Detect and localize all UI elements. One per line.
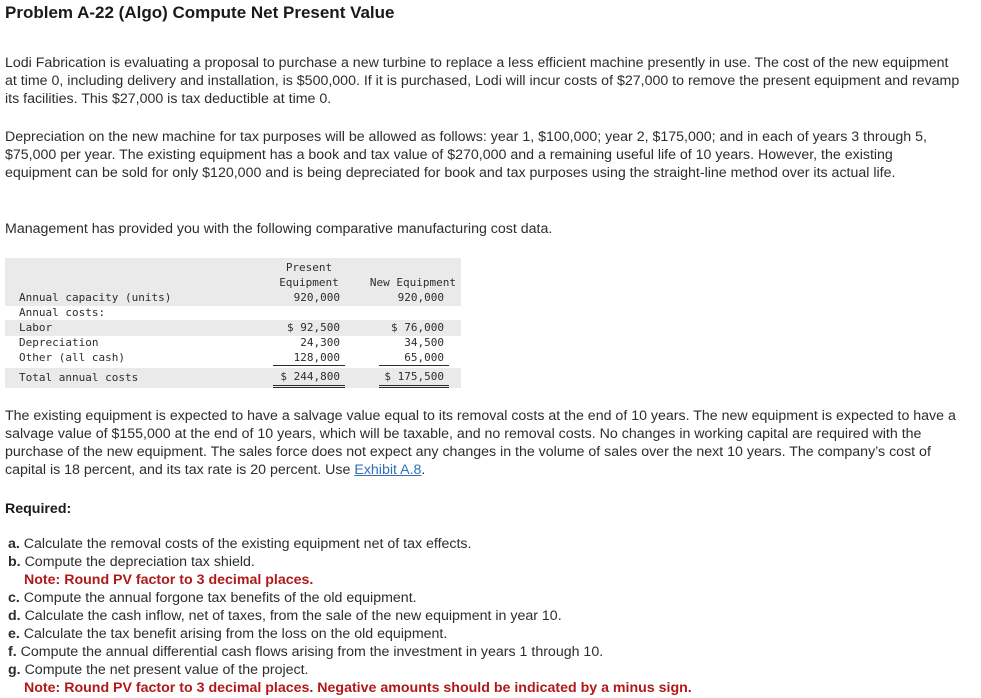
required-item xyxy=(8,553,968,571)
new-value-cell: 65,000 xyxy=(404,351,444,364)
new-value-cell: 34,500 xyxy=(404,336,444,349)
subtotal-rule xyxy=(379,365,449,366)
table-row-label: Depreciation xyxy=(19,336,99,349)
present-total-cell: $ 244,800 xyxy=(280,370,340,383)
total-rule xyxy=(273,387,345,388)
required-item xyxy=(8,625,968,643)
data-intro-paragraph: Management has provided you with the following comparative manufacturing cost data. xyxy=(5,221,553,237)
salvage-paragraph-end: . xyxy=(421,462,426,478)
present-value-cell: $ 92,500 xyxy=(287,321,340,334)
item-letter: a. xyxy=(8,536,20,552)
problem-title: Problem A-22 (Algo) Compute Net Present Value xyxy=(5,3,395,22)
cost-comparison-table xyxy=(5,258,461,390)
table-row-label: Total annual costs xyxy=(19,371,139,384)
present-value-cell: 128,000 xyxy=(293,351,340,364)
salvage-paragraph-text: The existing equipment is expected to have a salvage value equal to its removal costs at the end of 10 years. The new equipment is expected to have a salvage value of $155,000 at the end of 10 years, which will be taxable, and no removal costs. No changes in working capital are required with the purchase of the new equipment. The sales force does not expect any changes in the volume of sales over the next 10 years. The company’s cost of capital is 18 percent, and its tax rate is 20 percent. Use xyxy=(5,408,956,478)
present-value-cell: 920,000 xyxy=(293,291,340,304)
required-item xyxy=(8,643,968,661)
salvage-paragraph xyxy=(5,407,960,479)
item-letter: d. xyxy=(8,608,21,624)
required-heading: Required: xyxy=(5,501,72,517)
table-row-label: Labor xyxy=(19,321,53,334)
present-value-cell: 24,300 xyxy=(300,336,340,349)
table-row-label: Annual capacity (units) xyxy=(19,291,172,304)
item-letter: g. xyxy=(8,662,21,678)
item-text: Compute the net present value of the project. xyxy=(24,662,309,678)
new-value-cell: 920,000 xyxy=(397,291,444,304)
intro-paragraph: Lodi Fabrication is evaluating a proposal to purchase a new turbine to replace a less efficient machine presently in use. The cost of the new equipment at time 0, including delivery and installation, is $500,000. If it is purchased, Lodi will incur costs of $27,000 to remove the present equipment and revamp its facilities. This $27,000 is tax deductible at time 0. xyxy=(5,55,960,107)
item-text: Calculate the cash inflow, net of taxes, from the sale of the new equipment in year 10. xyxy=(24,608,562,624)
item-text: Calculate the tax benefit arising from the loss on the old equipment. xyxy=(23,626,448,642)
required-item xyxy=(8,535,968,553)
column-header-present: Equipment xyxy=(279,276,339,289)
total-rule xyxy=(379,385,449,386)
item-letter: f. xyxy=(8,644,17,660)
total-rule xyxy=(379,387,449,388)
column-header-new: New Equipment xyxy=(369,276,456,289)
total-rule xyxy=(273,385,345,386)
exhibit-link[interactable]: Exhibit A.8 xyxy=(354,462,422,478)
new-total-cell: $ 175,500 xyxy=(384,370,444,383)
new-value-cell: $ 76,000 xyxy=(391,321,444,334)
rounding-note: Note: Round PV factor to 3 decimal places. Negative amounts should be indicated by a minus sign. xyxy=(24,680,692,696)
table-row-label: Annual costs: xyxy=(19,306,106,319)
item-text: Compute the annual forgone tax benefits of the old equipment. xyxy=(23,590,417,606)
required-item xyxy=(8,607,968,625)
item-text: Compute the annual differential cash flows arising from the investment in years 1 through 10. xyxy=(20,644,604,660)
item-letter: e. xyxy=(8,626,20,642)
subtotal-rule xyxy=(273,365,345,366)
depreciation-paragraph: Depreciation on the new machine for tax purposes will be allowed as follows: year 1, $100,000; year 2, $175,000; and in each of years 3 through 5, $75,000 per year. The existing equipment has a book and tax value of $270,000 and a remaining useful life of 10 years. However, the existing equipment can be sold for only $120,000 and is being depreciated for book and tax purposes using the straight-line method over its actual life. xyxy=(5,129,927,181)
required-list xyxy=(8,535,968,697)
item-letter: c. xyxy=(8,590,20,606)
item-letter: b. xyxy=(8,554,21,570)
required-item xyxy=(8,661,968,679)
column-header-present: Present xyxy=(285,261,333,274)
item-text: Calculate the removal costs of the existing equipment net of tax effects. xyxy=(23,536,472,552)
rounding-note: Note: Round PV factor to 3 decimal places. xyxy=(24,572,314,588)
table-row-label: Other (all cash) xyxy=(19,351,125,364)
required-item xyxy=(8,589,968,607)
item-text: Compute the depreciation tax shield. xyxy=(24,554,255,570)
